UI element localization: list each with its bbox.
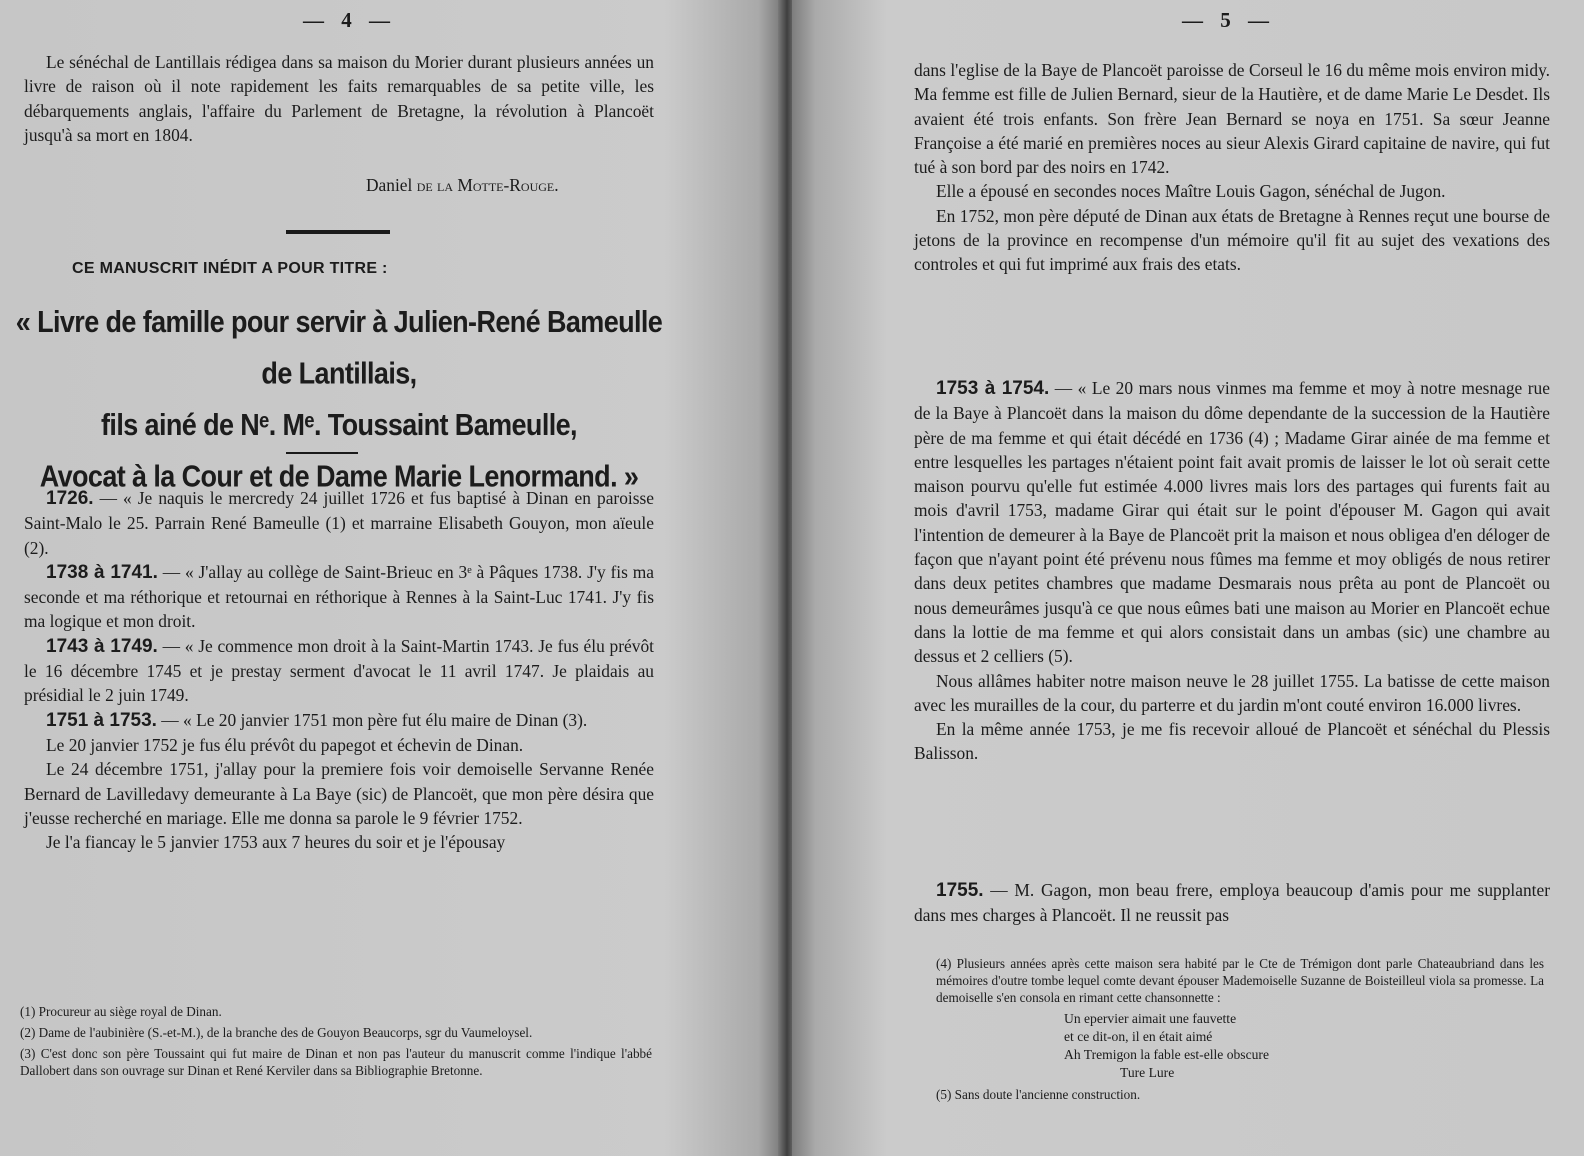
title-line: Avocat à la Cour et de Dame Marie Lenormand. » [39,459,639,494]
entry-year: 1755. [936,880,984,901]
paragraph: Je l'a fiancay le 5 janvier 1753 aux 7 heures du soir et je l'épousay [46,832,506,853]
entry-text: — « Le 20 janvier 1751 mon père fut élu maire de Dinan (3). [156,709,588,730]
manuscript-heading: CE MANUSCRIT INÉDIT A POUR TITRE : [72,260,388,277]
poem-line: Un epervier aimait une fauvette [1064,1011,1237,1026]
signature-surname: de la Motte-Rouge. [416,175,559,195]
entry-year: 1743 à 1749. [46,635,158,657]
paragraph: Le 20 janvier 1752 je fus élu prévôt du papegot et échevin de Dinan. [46,734,524,755]
title-line: fils ainé de Nᵉ. Mᵉ. Toussaint Bameulle, [101,408,577,442]
entry-1753 [914,376,1550,669]
entry-text: — « J'allay au collège de Saint-Brieuc en 3ᵉ à Pâques 1738. J'y fis ma seconde et ma réthorique et retournai en réthorique à Rennes à la Saint-Luc 1741. J'y fis ma logique et mon droit. [24,561,654,632]
entry-1755 [914,878,1550,928]
entry-text: — « Je commence mon droit à la Saint-Martin 1743. Je fus élu prévôt le 16 décembre 1745 et je prestay serment d'avocat le 11 avril 1747. Je plaidais au présidial le 2 juin 1749. [24,635,654,706]
entries-left [24,486,654,854]
entry-year: 1751 à 1753. [46,709,157,731]
entry-1726 [24,486,654,560]
manuscript-title [14,296,664,502]
paragraph: Nous allâmes habiter notre maison neuve le 28 juillet 1755. La batisse de cette maison avec les murailles de la cour, du parterre et du jardin m'ont couté environ 16.000 livres. [914,670,1550,715]
right-page [792,0,1584,1156]
entry-text: — M. Gagon, mon beau frere, employa beaucoup d'amis pour me supplanter dans mes charges à Plancoët. Il ne reussit pas [914,880,1550,926]
footnotes-right [936,955,1544,1107]
paragraph: En 1752, mon père député de Dinan aux états de Bretagne à Rennes reçut une bourse de jetons de la province en recompense d'un mémoire qu'il fit au sujet des vexations des controles et qui fut imprimé aux frais des etats. [914,205,1550,275]
entry-1755-block [914,878,1550,928]
footnote-3: (3) C'est donc son père Toussaint qui fut maire de Dinan et non pas l'auteur du manuscrit comme l'indique l'abbé Dallobert dans son ouvrage sur Dinan et René Kerviler dans sa Bibliographie Bretonne. [20,1046,652,1078]
divider-rule-small [286,452,358,454]
paragraph: Elle a épousé en secondes noces Maître Louis Gagon, sénéchal de Jugon. [936,181,1446,202]
footnote-4: (4) Plusieurs années après cette maison sera habité par le Cte de Trémigon dont parle Chateaubriand dans les mémoires d'outre tombe lequel comte devant épouser Mademoiselle Suzanne de Boisteilleul viola sa promesse. La demoiselle s'en consola en rimant cette chansonnette : [936,956,1544,1005]
entry-1751 [24,708,654,733]
poem-line: et ce dit-on, il en était aimé [1064,1029,1213,1044]
entry-text: — « Je naquis le mercredy 24 juillet 1726 et fus baptisé à Dinan en paroisse Saint-Malo le 25. Parrain René Bameulle (1) et marraine Elisabeth Gouyon, mon aïeule (2). [24,488,654,558]
paragraph: dans l'eglise de la Baye de Plancoët paroisse de Corseul le 16 du même mois environ midy. Ma femme est fille de Julien Bernard, sieur de la Hautière, et de dame Marie Le Desdet. Ils avaient été trois enfants. Son frère Jean Bernard se noya en 1751. Sa sœur Jeanne Françoise a été marié en premières noces au sieur Alexis Girard capitaine de navire, qui fut tué à son bord par des noirs en 1742. [914,60,1550,178]
paragraph: En la même année 1753, je me fis recevoir alloué de Plancoët et sénéchal du Plessis Balisson. [914,719,1550,764]
poem-line: Ture Lure [1120,1065,1175,1080]
intro-paragraph [24,50,654,147]
footnote-2: (2) Dame de l'aubinière (S.-et-M.), de la branche des de Gouyon Beaucorps, sgr du Vaumeloysel. [20,1025,533,1040]
poem-line: Ah Tremigon la fable est-elle obscure [1064,1047,1269,1062]
entry-1743 [24,634,654,708]
footnotes-left [20,1003,652,1083]
signature-first-name: Daniel [366,175,417,195]
entry-year: 1726. [46,488,94,509]
entry-1738 [24,560,654,634]
page-number-right: — 5 — [1182,8,1275,32]
right-continuation [914,58,1550,277]
footnote-5: (5) Sans doute l'ancienne construction. [936,1087,1141,1102]
entry-1753-block [914,376,1550,766]
paragraph: Le 24 décembre 1751, j'allay pour la premiere fois voir demoiselle Servanne Renée Bernard de Lavilledavy demeurante à La Baye (sic) de Plancoët, que mon père désira que j'eusse recherché en mariage. Elle me donna sa parole le 9 février 1752. [24,759,654,828]
divider-rule [286,230,390,234]
chansonnette-poem [1064,1010,1544,1082]
entry-year: 1753 à 1754. [936,378,1050,399]
title-line: « Livre de famille pour servir à Julien-René Bameulle de Lantillais, [15,304,663,391]
intro-text: Le sénéchal de Lantillais rédigea dans sa maison du Morier durant plusieurs années un livre de raison où il note rapidement les faits remarquables de sa petite ville, les débarquements anglais, l'affaire du Parlement de Bretagne, la révolution à Plancoët jusqu'à sa mort en 1804. [24,52,654,145]
footnote-1: (1) Procureur au siège royal de Dinan. [20,1004,222,1019]
signature [366,175,559,196]
entry-text: — « Le 20 mars nous vinmes ma femme et moy à notre mesnage rue de la Baye à Plancoët dans la maison du dôme dependante de la succession de la Hautière père de ma femme et qui était décédé en 1736 (4) ; Madame Girar ainée de ma femme et entre lesquelles les partages n'étaient point fait avait promis de laisser le lot où serait cette maison pourvu qu'elle fut estimée 4.000 livres mais lors des partages qui furents fait au mois d'avril 1753, madame Girar qui était sur le point d'épouser M. Gagon qui avait l'intention de demeurer à la Baye de Plancoët prit la maison et nous obligea d'en déloger de façon que n'ayant point été prévenu nous fûmes ma femme et moy obligés de nous retirer dans deux petites chambres que madame Desmarais nous prêta au pont de Plancoët ou nous demeurâmes jusqu'à ce que nous eûmes bati une maison au Morier en Plancoët echue dans la lottie de ma femme et qui alors consistait dans un ambas (sic) une chambre au dessus et 2 celliers (5). [914,378,1550,667]
entry-year: 1738 à 1741. [46,561,158,583]
left-page [0,0,782,1156]
page-number-left: — 4 — [303,8,396,32]
